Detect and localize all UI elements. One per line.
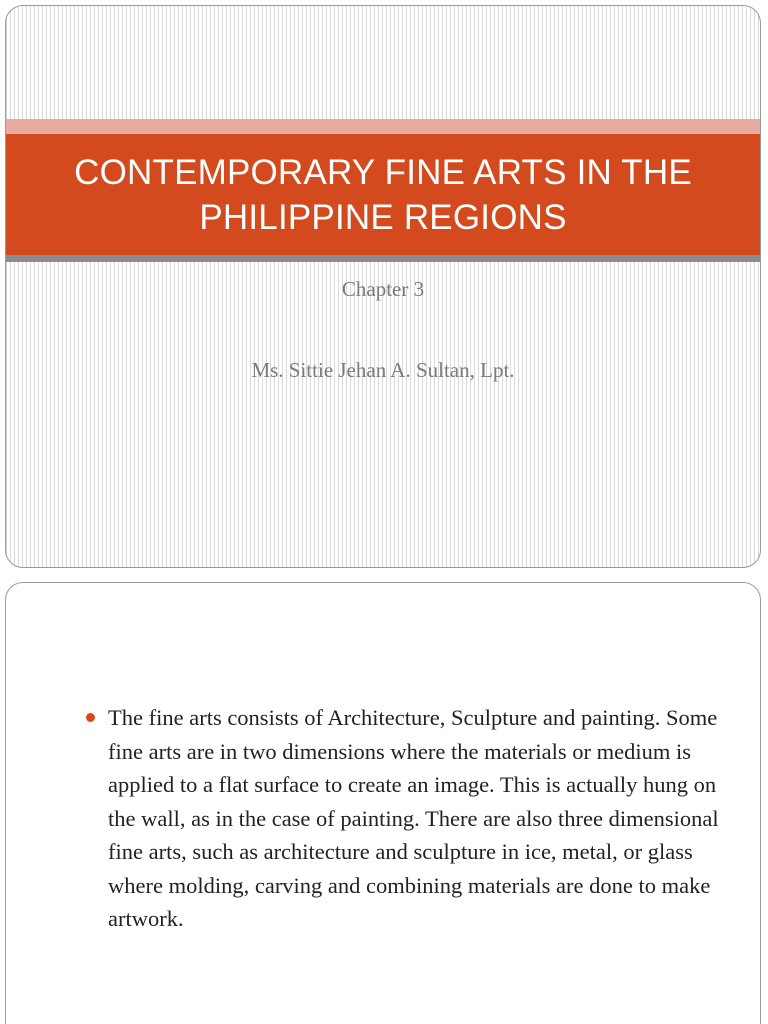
chapter-subtitle: Chapter 3 <box>341 277 425 301</box>
bullet-list <box>6 701 760 936</box>
title-bottom-band <box>6 255 760 262</box>
bullet-item <box>6 701 760 936</box>
author-subtitle: Ms. Sittie Jehan A. Sultan, Lpt. <box>251 358 515 382</box>
title-top-accent-band <box>6 119 760 134</box>
slide-title-line-1: CONTEMPORARY FINE ARTS IN THE <box>74 152 692 192</box>
title-slide <box>5 5 761 568</box>
slide-title <box>44 150 722 240</box>
slide-title-line-2: PHILIPPINE REGIONS <box>199 197 567 237</box>
bullet-dot-icon <box>86 713 95 722</box>
title-band <box>6 134 760 255</box>
content-slide <box>5 582 761 1024</box>
bullet-text: The fine arts consists of Architecture, Sculpture and painting. Some fine arts are in two dimensions where the materials or medium is applied to a flat surface to create an image. This is actually hung on the wall, as in the case of painting. There are also three dimensional fine arts, such as architecture and sculpture in ice, metal, or glass where molding, carving and combining materials are done to make artwork. <box>108 705 719 931</box>
